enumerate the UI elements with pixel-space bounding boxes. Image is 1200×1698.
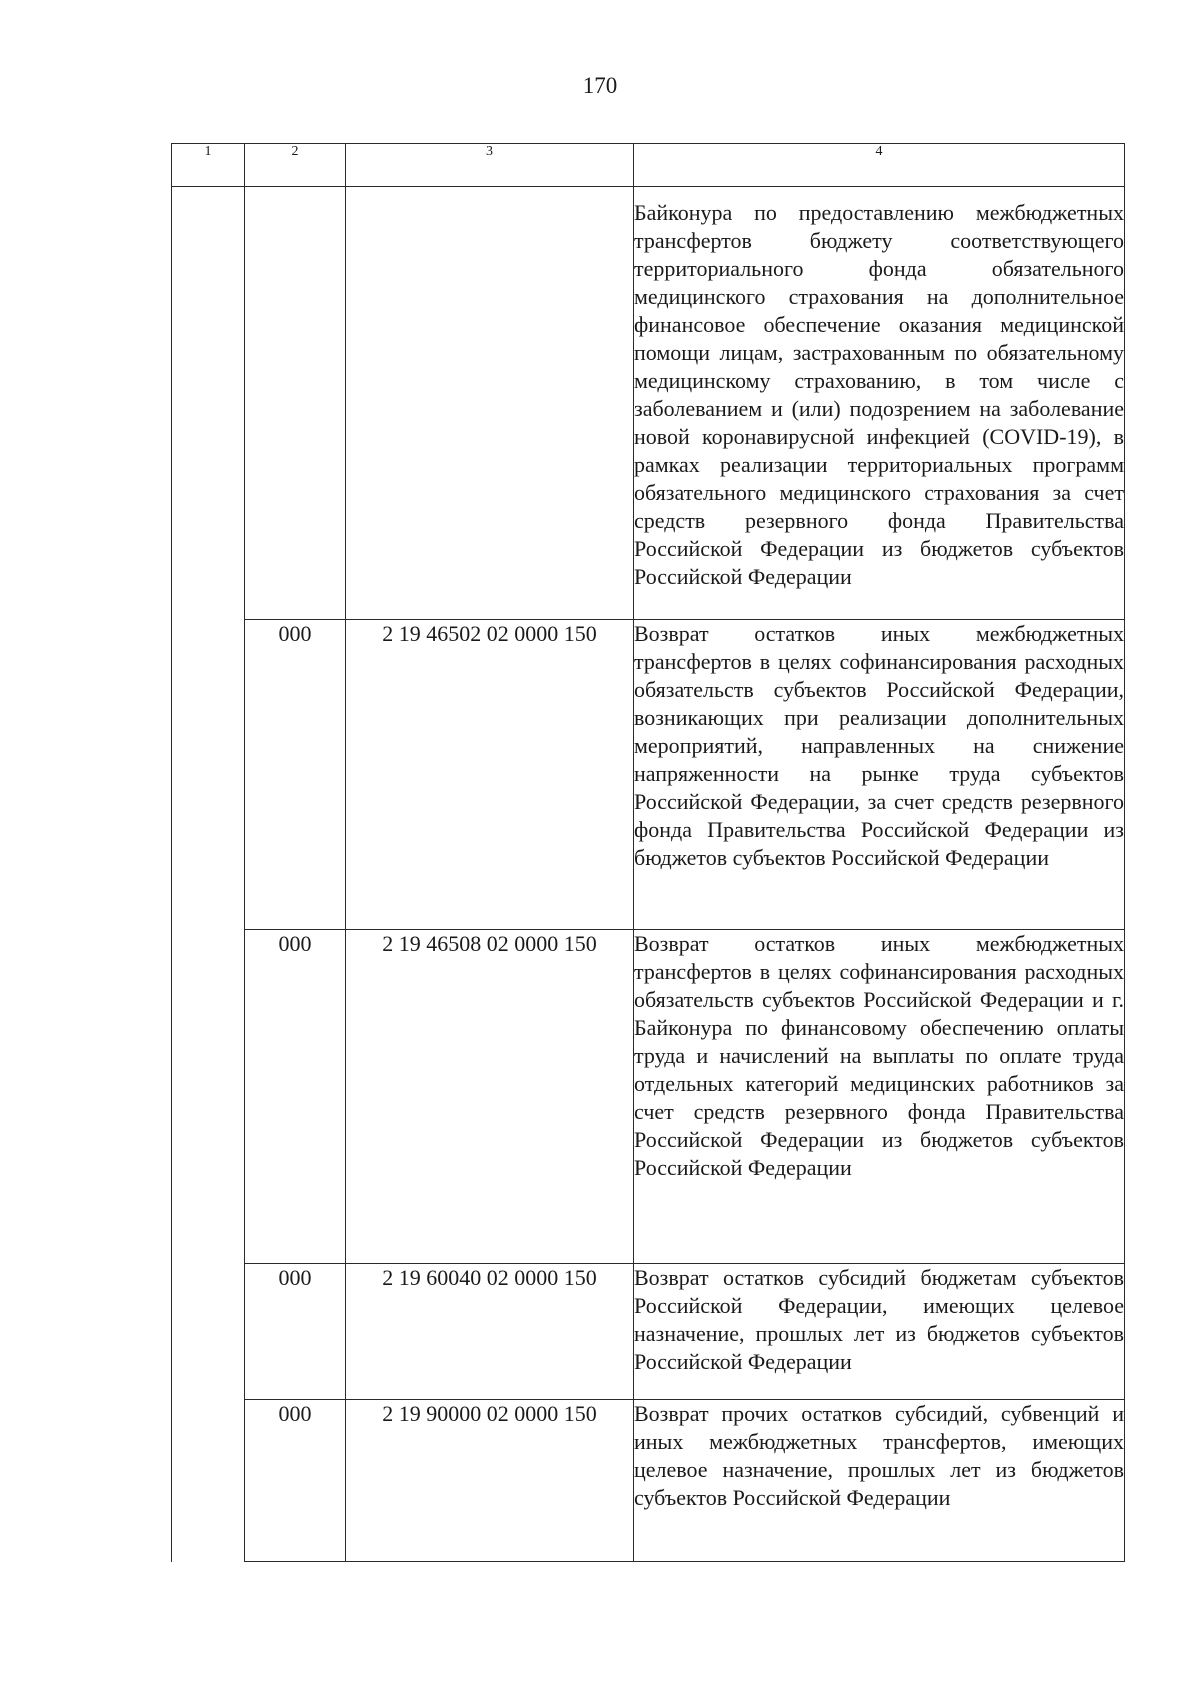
kbk-code-cell: 2 19 90000 02 0000 150 <box>346 1400 634 1562</box>
description-cell: Возврат остатков иных межбюджетных трансфертов в целях софинансирования расходных обязательств субъектов Российской Федерации, возникающих при реализации дополнительных мероприятий, направленных на снижение напряженности на рынке труда субъектов Российской Федерации, за счет средств резервного фонда Правительства Российской Федерации из бюджетов субъектов Российской Федерации <box>634 620 1125 930</box>
header-col-3: 3 <box>346 144 634 187</box>
kbk-code-cell: 2 19 46502 02 0000 150 <box>346 620 634 930</box>
header-col-1: 1 <box>172 144 245 187</box>
kbk-code-cell: 2 19 46508 02 0000 150 <box>346 930 634 1264</box>
admin-code-cell: 000 <box>245 620 346 930</box>
admin-code-cell <box>245 187 346 620</box>
table-header <box>172 144 1125 187</box>
budget-codes-table <box>171 143 1125 1562</box>
admin-code-cell: 000 <box>245 1264 346 1400</box>
kbk-code-cell <box>346 187 634 620</box>
table-row <box>172 1400 1125 1562</box>
table-row <box>172 620 1125 930</box>
description-cell: Байконура по предоставлению межбюджетных трансфертов бюджету соответствующего территориального фонда обязательного медицинского страхования на дополнительное финансовое обеспечение оказания медицинской помощи лицам, застрахованным по обязательному медицинскому страхованию, в том числе с заболеванием и (или) подозрением на заболевание новой коронавирусной инфекцией (COVID-19), в рамках реализации территориальных программ обязательного медицинского страхования за счет средств резервного фонда Правительства Российской Федерации из бюджетов субъектов Российской Федерации <box>634 187 1125 620</box>
table-row <box>172 930 1125 1264</box>
admin-code-cell: 000 <box>245 930 346 1264</box>
header-col-2: 2 <box>245 144 346 187</box>
table-body <box>172 187 1125 1562</box>
description-cell: Возврат остатков иных межбюджетных трансфертов в целях софинансирования расходных обязательств субъектов Российской Федерации и г. Байконура по финансовому обеспечению оплаты труда и начислений на выплаты по оплате труда отдельных категорий медицинских работников за счет средств резервного фонда Правительства Российской Федерации из бюджетов субъектов Российской Федерации <box>634 930 1125 1264</box>
table-row <box>172 1264 1125 1400</box>
table-row <box>172 187 1125 620</box>
description-cell: Возврат остатков субсидий бюджетам субъектов Российской Федерации, имеющих целевое назначение, прошлых лет из бюджетов субъектов Российской Федерации <box>634 1264 1125 1400</box>
row-number-cell <box>172 187 245 1562</box>
admin-code-cell: 000 <box>245 1400 346 1562</box>
description-cell: Возврат прочих остатков субсидий, субвенций и иных межбюджетных трансфертов, имеющих целевое назначение, прошлых лет из бюджетов субъектов Российской Федерации <box>634 1400 1125 1562</box>
page-number: 170 <box>582 73 618 98</box>
kbk-code-cell: 2 19 60040 02 0000 150 <box>346 1264 634 1400</box>
header-col-4: 4 <box>634 144 1125 187</box>
header-row <box>172 144 1125 187</box>
